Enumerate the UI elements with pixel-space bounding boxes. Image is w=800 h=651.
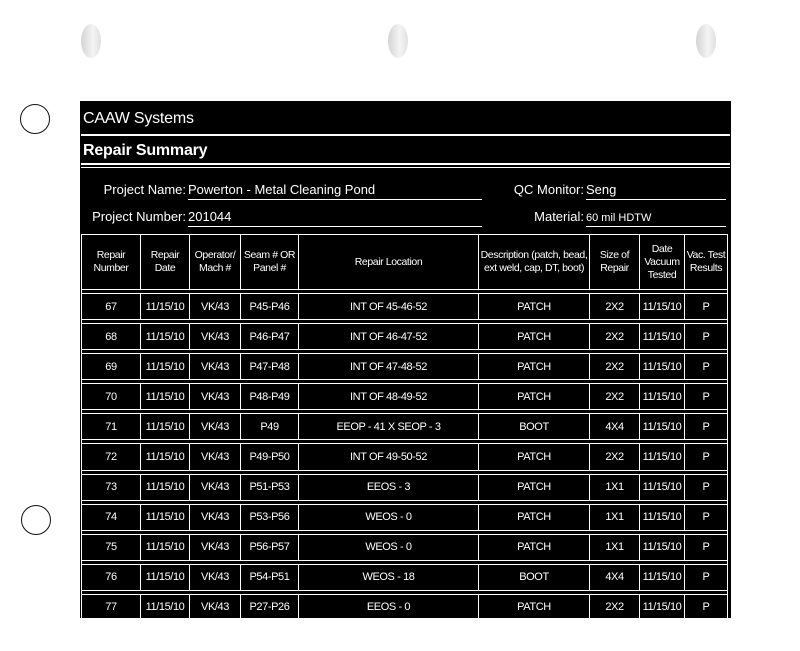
vac-result-cell: P [685, 414, 728, 440]
table-row [82, 504, 728, 530]
table-row [82, 594, 728, 620]
repair-date-cell: 11/15/10 [141, 504, 190, 530]
repair-date-cell: 11/15/10 [141, 594, 190, 620]
operator-cell: VK/43 [190, 594, 241, 620]
repair-table [81, 234, 728, 651]
project-number-value: 201044 [188, 209, 482, 227]
punch-hole [696, 24, 716, 58]
description-cell: PATCH [479, 534, 590, 560]
report-title: Repair Summary [83, 142, 208, 159]
punch-hole [388, 24, 408, 58]
vacuum-date-cell: 11/15/10 [640, 384, 685, 410]
repair-location-cell: INT OF 46-47-52 [299, 324, 479, 350]
repair-number-cell: 75 [82, 534, 141, 560]
table-row [82, 294, 728, 320]
col-header-repair-number: Repair Number [82, 235, 141, 290]
seam-cell: P51-P53 [241, 474, 299, 500]
project-name-value: Powerton - Metal Cleaning Pond [188, 182, 482, 200]
table-row [82, 324, 728, 350]
seam-cell: P48-P49 [241, 384, 299, 410]
vacuum-date-cell: 11/15/10 [640, 564, 685, 590]
vac-result-cell: P [685, 474, 728, 500]
divider [81, 163, 730, 165]
repair-number-cell: 77 [82, 594, 141, 620]
col-header-vacuum-date: Date Vacuum Tested [640, 235, 685, 290]
size-cell: 2X2 [590, 444, 640, 470]
description-cell: PATCH [479, 444, 590, 470]
repair-location-cell: EEOS - 0 [299, 625, 479, 651]
material-field [500, 209, 652, 224]
punch-hole [20, 104, 50, 134]
repair-date-cell: 11/15/10 [141, 354, 190, 380]
operator-cell: VK/43 [190, 534, 241, 560]
col-header-description: Description (patch, bead, ext weld, cap, DT, boot) [479, 235, 590, 290]
repair-location-cell: INT OF 45-46-52 [299, 294, 479, 320]
table-row [82, 474, 728, 500]
punch-hole [81, 24, 101, 58]
size-cell: 1X1 [590, 504, 640, 530]
repair-location-cell: WEOS - 18 [299, 564, 479, 590]
vacuum-date-cell: 11/15/10 [640, 504, 685, 530]
operator-cell: VK/43 [190, 414, 241, 440]
table-row [82, 564, 728, 590]
description-cell: BOOT [479, 414, 590, 440]
seam-cell: P47-P48 [241, 354, 299, 380]
col-header-repair-date: Repair Date [141, 235, 190, 290]
divider [81, 167, 730, 168]
seam-cell: P49-P50 [241, 444, 299, 470]
vacuum-date-cell: 11/15/10 [640, 625, 685, 651]
size-cell: 1X1 [590, 625, 640, 651]
size-cell: 4X4 [590, 564, 640, 590]
size-cell: 4X4 [590, 414, 640, 440]
seam-cell: P54-P51 [241, 564, 299, 590]
seam-cell: P46-P47 [241, 324, 299, 350]
vac-result-cell: P [685, 354, 728, 380]
repair-date-cell: 11/15/10 [141, 444, 190, 470]
operator-cell: VK/43 [190, 625, 241, 651]
size-cell: 2X2 [590, 384, 640, 410]
vacuum-date-cell: 11/15/10 [640, 294, 685, 320]
size-cell: 2X2 [590, 294, 640, 320]
size-cell: 1X1 [590, 474, 640, 500]
vac-result-cell: P [685, 384, 728, 410]
description-cell: PATCH [479, 594, 590, 620]
repair-date-cell: 11/15/10 [141, 294, 190, 320]
repair-location-cell: INT OF 48-49-52 [299, 384, 479, 410]
vac-result-cell: P [685, 444, 728, 470]
seam-cell: P49 [241, 414, 299, 440]
repair-date-cell: 11/15/10 [141, 564, 190, 590]
description-cell: PATCH [479, 474, 590, 500]
seam-cell: P27-P26 [241, 594, 299, 620]
repair-date-cell: 11/15/10 [141, 474, 190, 500]
size-cell: 2X2 [590, 324, 640, 350]
description-cell: PATCH [479, 324, 590, 350]
operator-cell: VK/43 [190, 564, 241, 590]
size-cell: 2X2 [590, 354, 640, 380]
description-cell: PATCH [479, 354, 590, 380]
operator-cell: VK/43 [190, 294, 241, 320]
qc-monitor-field [500, 182, 617, 197]
repair-number-cell: 76 [82, 564, 141, 590]
repair-location-cell: INT OF 49-50-52 [299, 444, 479, 470]
seam-cell: P53-P56 [241, 504, 299, 530]
project-name-label: Project Name: [103, 182, 186, 197]
vacuum-date-cell: 11/15/10 [640, 534, 685, 560]
repair-number-cell: 67 [82, 294, 141, 320]
table-row [82, 444, 728, 470]
table-row [82, 354, 728, 380]
repair-summary-sheet [80, 101, 731, 644]
description-cell: PATCH [479, 504, 590, 530]
repair-location-cell: EEOS - 0 [299, 594, 479, 620]
operator-cell: VK/43 [190, 324, 241, 350]
vac-result-cell: P [685, 294, 728, 320]
repair-location-cell: WEOS - 0 [299, 504, 479, 530]
vacuum-date-cell: 11/15/10 [640, 444, 685, 470]
vac-result-cell: P [685, 534, 728, 560]
repair-number-cell: 69 [82, 354, 141, 380]
repair-date-cell: 11/15/10 [141, 534, 190, 560]
size-cell: 1X1 [590, 534, 640, 560]
repair-number-cell: 74 [82, 504, 141, 530]
operator-cell: VK/43 [190, 354, 241, 380]
repair-number-cell: 70 [82, 384, 141, 410]
vac-result-cell: P [685, 564, 728, 590]
operator-cell: VK/43 [190, 384, 241, 410]
vacuum-date-cell: 11/15/10 [640, 354, 685, 380]
table-row [82, 625, 728, 651]
table-row [82, 414, 728, 440]
col-header-size: Size of Repair [590, 235, 640, 290]
repair-date-cell: 11/15/10 [141, 414, 190, 440]
table-row [82, 534, 728, 560]
vacuum-date-cell: 11/15/10 [640, 594, 685, 620]
operator-cell: VK/43 [190, 474, 241, 500]
repair-date-cell: 11/15/10 [141, 625, 190, 651]
material-value: 60 mil HDTW [586, 212, 726, 227]
col-header-vac-results: Vac. Test Results [685, 235, 728, 290]
repair-number-cell: 68 [82, 324, 141, 350]
description-cell: PATCH [479, 294, 590, 320]
col-header-seam: Seam # OR Panel # [241, 235, 299, 290]
table-header-row [82, 235, 728, 290]
vac-result-cell: P [685, 625, 728, 651]
vac-result-cell: P [685, 594, 728, 620]
qc-monitor-label: QC Monitor: [513, 182, 584, 197]
repair-location-cell: EEOP - 41 X SEOP - 3 [299, 414, 479, 440]
repair-location-cell: EEOS - 3 [299, 474, 479, 500]
seam-cell: P56-P57 [241, 534, 299, 560]
seam-cell: P45-P46 [241, 294, 299, 320]
col-header-location: Repair Location [299, 235, 479, 290]
vac-result-cell: P [685, 324, 728, 350]
repair-location-cell: INT OF 47-48-52 [299, 354, 479, 380]
description-cell: BOOT [479, 564, 590, 590]
material-label: Material: [534, 209, 584, 224]
col-header-operator: Operator/ Mach # [190, 235, 241, 290]
repair-location-cell: WEOS - 0 [299, 534, 479, 560]
size-cell: 2X2 [590, 594, 640, 620]
divider [81, 134, 730, 136]
repair-date-cell: 11/15/10 [141, 384, 190, 410]
table-row [82, 384, 728, 410]
project-number-field [90, 209, 232, 224]
operator-cell: VK/43 [190, 444, 241, 470]
vacuum-date-cell: 11/15/10 [640, 474, 685, 500]
description-cell: PATCH [479, 384, 590, 410]
repair-number-cell: 71 [82, 414, 141, 440]
project-name-field [90, 182, 376, 197]
vacuum-date-cell: 11/15/10 [640, 324, 685, 350]
description-cell: PATCH [479, 625, 590, 651]
repair-number-cell: 78 [82, 625, 141, 651]
vac-result-cell: P [685, 504, 728, 530]
company-name: CAAW Systems [83, 110, 194, 127]
repair-number-cell: 73 [82, 474, 141, 500]
project-number-label: Project Number: [92, 209, 186, 224]
vacuum-date-cell: 11/15/10 [640, 414, 685, 440]
repair-rows [82, 290, 728, 651]
operator-cell: VK/43 [190, 504, 241, 530]
qc-monitor-value: Seng [586, 182, 726, 200]
repair-date-cell: 11/15/10 [141, 324, 190, 350]
punch-hole [21, 505, 51, 535]
repair-number-cell: 72 [82, 444, 141, 470]
seam-cell: P26-P25 [241, 625, 299, 651]
